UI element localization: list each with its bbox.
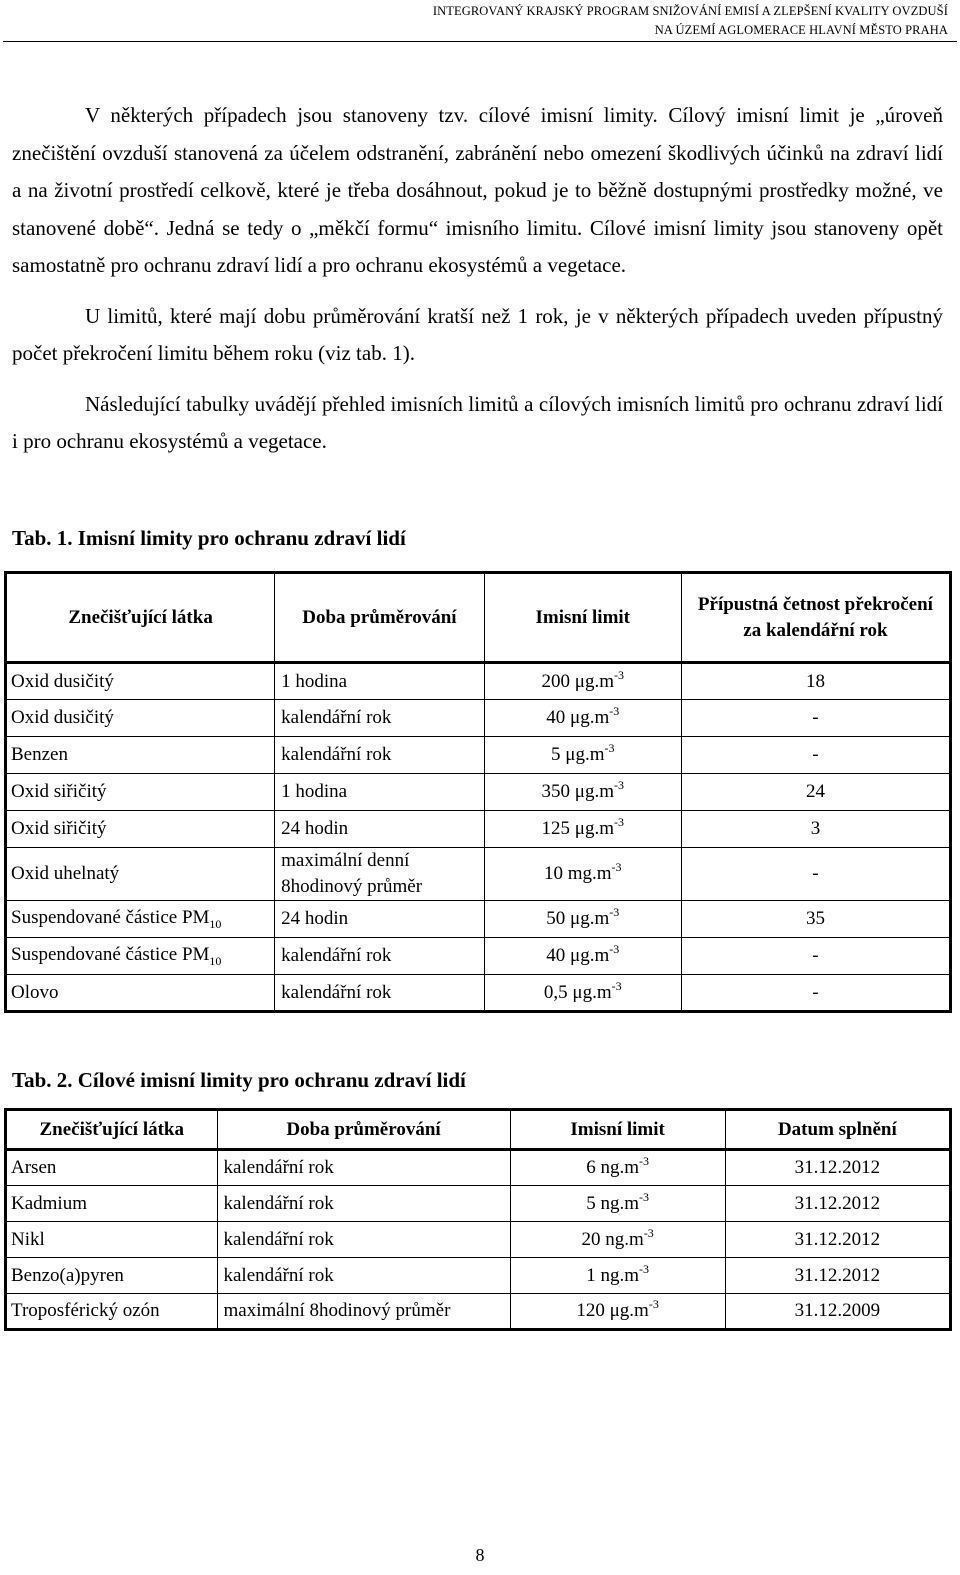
table1-header-count: Přípustná četnost překročení za kalendářní rok	[681, 573, 950, 663]
table2-header-substance: Znečišťující látka	[6, 1110, 218, 1150]
substance-cell	[6, 938, 275, 975]
table-row	[6, 700, 951, 737]
substance-cell	[6, 975, 275, 1012]
substance-cell: Kadmium	[6, 1186, 218, 1222]
limit-exponent: -3	[611, 860, 622, 874]
limit-cell	[484, 975, 681, 1012]
count-cell: -	[681, 848, 950, 901]
table-row	[6, 774, 951, 811]
limit-cell	[484, 901, 681, 938]
substance-name: Suspendované částice PM	[11, 943, 210, 965]
period-text: 24 hodin	[281, 818, 349, 839]
period-cell	[275, 975, 484, 1012]
substance-name: Olovo	[11, 981, 59, 1003]
table2-caption: Tab. 2. Cílové imisní limity pro ochranu zdraví lidí	[12, 1068, 466, 1092]
count-cell: 35	[681, 901, 950, 938]
limit-value: 10 mg.m	[543, 863, 612, 884]
table-row	[6, 1186, 951, 1222]
limit-exponent: -3	[639, 1261, 649, 1276]
limit-cell	[484, 663, 681, 700]
table1-header-row	[6, 573, 951, 663]
limit-cell	[510, 1186, 725, 1222]
substance-name: Oxid siřičitý	[11, 818, 107, 839]
period-cell	[275, 938, 484, 975]
table2-header-date: Datum splnění	[725, 1110, 950, 1150]
table-row	[6, 975, 951, 1012]
period-cell: kalendářní rok	[217, 1258, 510, 1294]
limit-exponent: -3	[609, 704, 620, 718]
substance-cell: Troposférický ozón	[6, 1294, 218, 1330]
count-cell: -	[681, 938, 950, 975]
limit-value: 5 μg.m	[551, 744, 605, 765]
period-text: kalendářní rok	[281, 744, 392, 765]
table2-header-period: Doba průměrování	[217, 1110, 510, 1150]
table-row	[6, 938, 951, 975]
table1-caption: Tab. 1. Imisní limity pro ochranu zdraví lidí	[12, 526, 406, 550]
date-cell: 31.12.2009	[725, 1294, 950, 1330]
date-cell: 31.12.2012	[725, 1186, 950, 1222]
period-cell	[275, 737, 484, 774]
table2-header-limit: Imisní limit	[510, 1110, 725, 1150]
date-cell: 31.12.2012	[725, 1150, 950, 1186]
count-cell: 3	[681, 811, 950, 848]
substance-name: Oxid dusičitý	[11, 670, 114, 692]
period-text: maximální denní	[281, 850, 410, 871]
table2-header-row	[6, 1110, 951, 1150]
limit-exponent: -3	[614, 815, 624, 829]
limit-cell	[484, 737, 681, 774]
table1-header-period: Doba průměrování	[275, 573, 484, 663]
limit-cell	[510, 1258, 725, 1294]
limit-exponent: -3	[604, 741, 615, 755]
limit-value: 125 μg.m	[541, 818, 614, 839]
page-header	[433, 2, 948, 40]
substance-cell	[6, 774, 275, 811]
table1	[4, 571, 952, 1013]
table-row	[6, 848, 951, 901]
substance-cell: Arsen	[6, 1150, 218, 1186]
period-text: 1 hodina	[281, 670, 348, 692]
limit-exponent: -3	[611, 978, 622, 993]
page-number: 8	[475, 1545, 485, 1565]
limit-cell	[484, 848, 681, 901]
limit-cell	[484, 774, 681, 811]
table-row	[6, 901, 951, 938]
period-cell	[275, 811, 484, 848]
limit-value: 1 ng.m	[586, 1264, 639, 1286]
table-row	[6, 1294, 951, 1330]
limit-value: 0,5 μg.m	[543, 981, 612, 1003]
period-cell: kalendářní rok	[217, 1222, 510, 1258]
table-row	[6, 811, 951, 848]
period-text: kalendářní rok	[281, 707, 392, 728]
table2	[4, 1108, 952, 1331]
limit-cell	[510, 1150, 725, 1186]
substance-cell	[6, 811, 275, 848]
substance-cell	[6, 737, 275, 774]
header-line-1: INTEGROVANÝ KRAJSKÝ PROGRAM SNIŽOVÁNÍ EMISÍ A ZLEPŠENÍ KVALITY OVZDUŠÍ	[432, 4, 948, 18]
period-cell: kalendářní rok	[217, 1150, 510, 1186]
period-text: kalendářní rok	[281, 945, 392, 966]
substance-cell: Benzo(a)pyren	[6, 1258, 218, 1294]
paragraph-3: Následující tabulky uvádějí přehled imisních limitů a cílových imisních limitů pro ochranu zdraví lidí i pro ochranu ekosystémů a vegetace.	[12, 391, 943, 453]
paragraph-1: V některých případech jsou stanoveny tzv. cílové imisní limity. Cílový imisní limit je „úroveň znečištění ovzduší stanovená za účelem odstranění, zabránění nebo omezení škodlivých účinků na zdraví lidí a na životní prostředí celkově, které je třeba dosáhnout, pokud je to běžně dostupnými prostředky možné, ve stanovené době“. Jedná se tedy o „měkčí formu“ imisního limitu. Cílové imisní limity jsou stanoveny opět samostatně pro ochranu zdraví lidí a pro ochranu ekosystémů a vegetace.	[12, 103, 943, 277]
limit-cell	[484, 938, 681, 975]
period-cell	[275, 901, 484, 938]
substance-cell	[6, 901, 275, 938]
period-cell	[275, 774, 484, 811]
count-cell: -	[681, 975, 950, 1012]
count-cell: 18	[681, 663, 950, 700]
table2-body	[6, 1150, 951, 1330]
limit-exponent: -3	[614, 667, 624, 682]
limit-exponent: -3	[639, 1189, 649, 1204]
limit-value: 5 ng.m	[586, 1192, 639, 1214]
header-line-2: NA ÚZEMÍ AGLOMERACE HLAVNÍ MĚSTO PRAHA	[654, 23, 948, 37]
substance-name: Suspendované částice PM	[11, 906, 210, 928]
limit-cell	[484, 700, 681, 737]
body-text	[12, 97, 943, 461]
substance-name: Oxid dusičitý	[11, 707, 114, 728]
table-row	[6, 1150, 951, 1186]
limit-value: 120 μg.m	[576, 1300, 649, 1321]
substance-cell	[6, 700, 275, 737]
limit-exponent: -3	[609, 942, 620, 956]
table-row	[6, 1222, 951, 1258]
substance-cell	[6, 663, 275, 700]
limit-cell	[510, 1222, 725, 1258]
paragraph-2: U limitů, které mají dobu průměrování kratší než 1 rok, je v některých případech uveden přípustný počet překročení limitu během roku (viz tab. 1).	[12, 303, 943, 365]
limit-exponent: -3	[648, 1297, 659, 1311]
limit-exponent: -3	[609, 905, 620, 919]
table-row	[6, 1258, 951, 1294]
limit-value: 6 ng.m	[586, 1157, 639, 1178]
table-row	[6, 663, 951, 700]
substance-name: Oxid siřičitý	[11, 781, 107, 802]
limit-exponent: -3	[643, 1225, 654, 1240]
limit-value: 50 μg.m	[546, 908, 610, 929]
limit-value: 20 ng.m	[581, 1228, 644, 1250]
date-cell: 31.12.2012	[725, 1258, 950, 1294]
date-cell: 31.12.2012	[725, 1222, 950, 1258]
header-rule	[3, 41, 957, 42]
count-cell: -	[681, 737, 950, 774]
count-cell: -	[681, 700, 950, 737]
substance-name: Oxid uhelnatý	[11, 863, 120, 884]
period-cell: maximální 8hodinový průměr	[217, 1294, 510, 1330]
table1-body	[6, 663, 951, 1012]
table-row	[6, 737, 951, 774]
period-cell	[275, 848, 484, 901]
substance-subscript: 10	[209, 916, 222, 931]
substance-name: Benzen	[11, 744, 68, 765]
table1-header-substance: Znečišťující látka	[6, 573, 275, 663]
period-text: 24 hodin	[281, 908, 349, 929]
count-cell: 24	[681, 774, 950, 811]
limit-exponent: -3	[614, 778, 624, 792]
substance-cell	[6, 848, 275, 901]
limit-cell	[484, 811, 681, 848]
period-cell: kalendářní rok	[217, 1186, 510, 1222]
period-text: kalendářní rok	[281, 981, 392, 1003]
period-text: 1 hodina	[281, 781, 348, 802]
limit-value: 40 μg.m	[546, 707, 610, 728]
period-text-line2: 8hodinový průměr	[281, 876, 423, 897]
substance-subscript: 10	[209, 953, 222, 968]
limit-cell	[510, 1294, 725, 1330]
period-cell	[275, 700, 484, 737]
limit-exponent: -3	[639, 1154, 649, 1168]
limit-value: 200 μg.m	[541, 670, 614, 692]
limit-value: 40 μg.m	[546, 945, 610, 966]
period-cell	[275, 663, 484, 700]
substance-cell: Nikl	[6, 1222, 218, 1258]
limit-value: 350 μg.m	[541, 781, 614, 802]
table1-header-limit: Imisní limit	[484, 573, 681, 663]
